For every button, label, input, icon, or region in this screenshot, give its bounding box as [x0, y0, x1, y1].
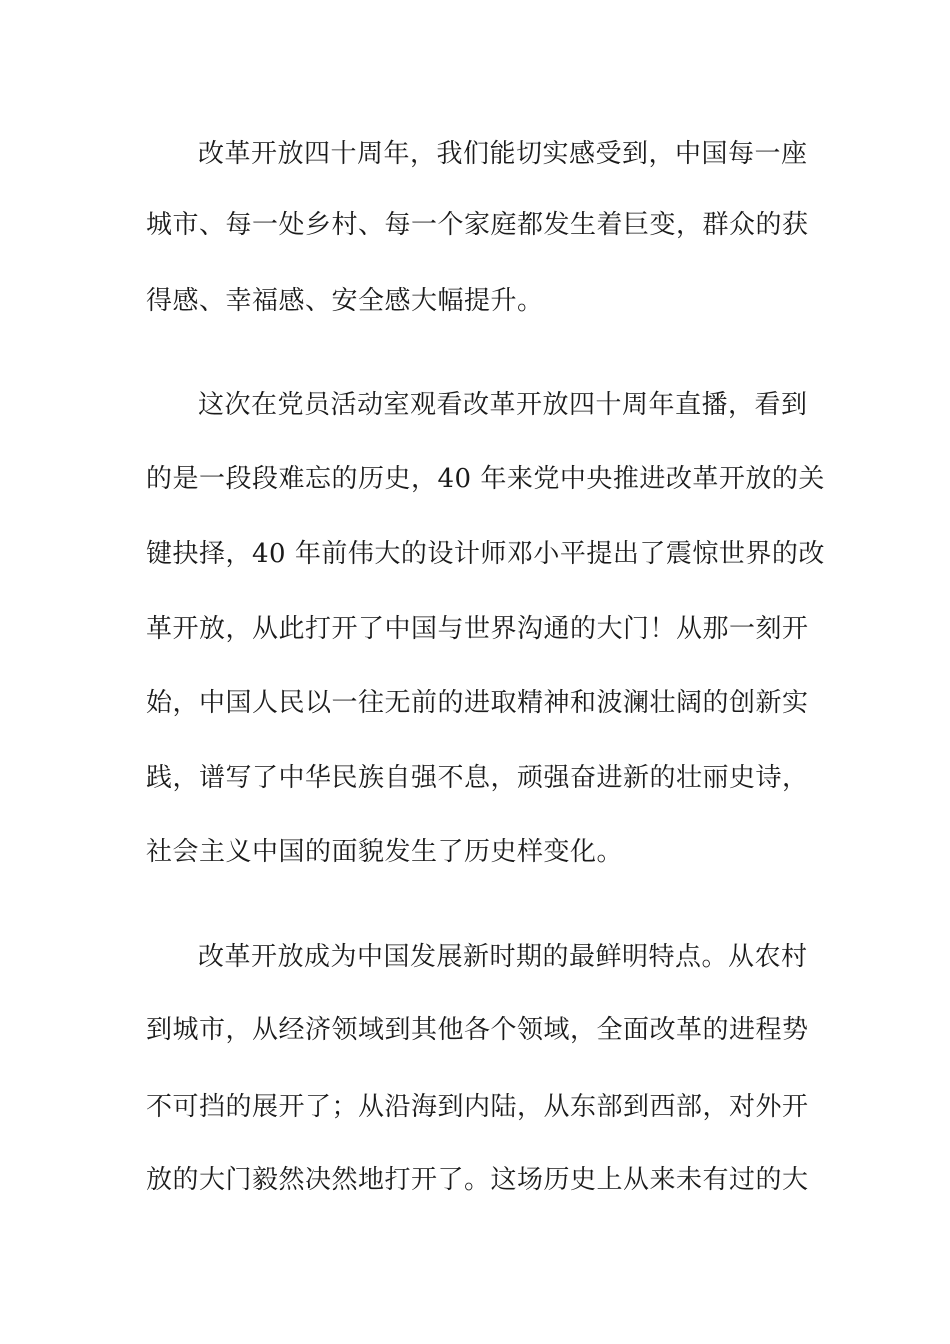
text-line: 改革开放四十周年，我们能切实感受到，中国每一座 — [198, 139, 808, 169]
text-line: 这次在党员活动室观看改革开放四十周年直播，看到 — [198, 390, 808, 420]
text-line: 键抉择，40 年前伟大的设计师邓小平提出了震惊世界的改 — [146, 539, 825, 569]
text-line: 始，中国人民以一往无前的进取精神和波澜壮阔的创新实 — [146, 688, 809, 718]
text-line: 革开放，从此打开了中国与世界沟通的大门！从那一刻开 — [146, 614, 809, 644]
text-line: 践，谱写了中华民族自强不息，顽强奋进新的壮丽史诗， — [146, 763, 809, 793]
text-line: 的是一段段难忘的历史，40 年来党中央推进改革开放的关 — [146, 464, 825, 494]
text-line: 城市、每一处乡村、每一个家庭都发生着巨变，群众的获 — [146, 210, 809, 240]
text-line: 得感、幸福感、安全感大幅提升。 — [146, 286, 544, 316]
text-line: 到城市，从经济领域到其他各个领域，全面改革的进程势 — [146, 1015, 809, 1045]
text-line: 社会主义中国的面貌发生了历史样变化。 — [146, 837, 624, 867]
text-line: 放的大门毅然决然地打开了。这场历史上从来未有过的大 — [146, 1165, 809, 1195]
text-line: 改革开放成为中国发展新时期的最鲜明特点。从农村 — [198, 942, 808, 972]
text-line: 不可挡的展开了；从沿海到内陆，从东部到西部，对外开 — [146, 1092, 809, 1122]
